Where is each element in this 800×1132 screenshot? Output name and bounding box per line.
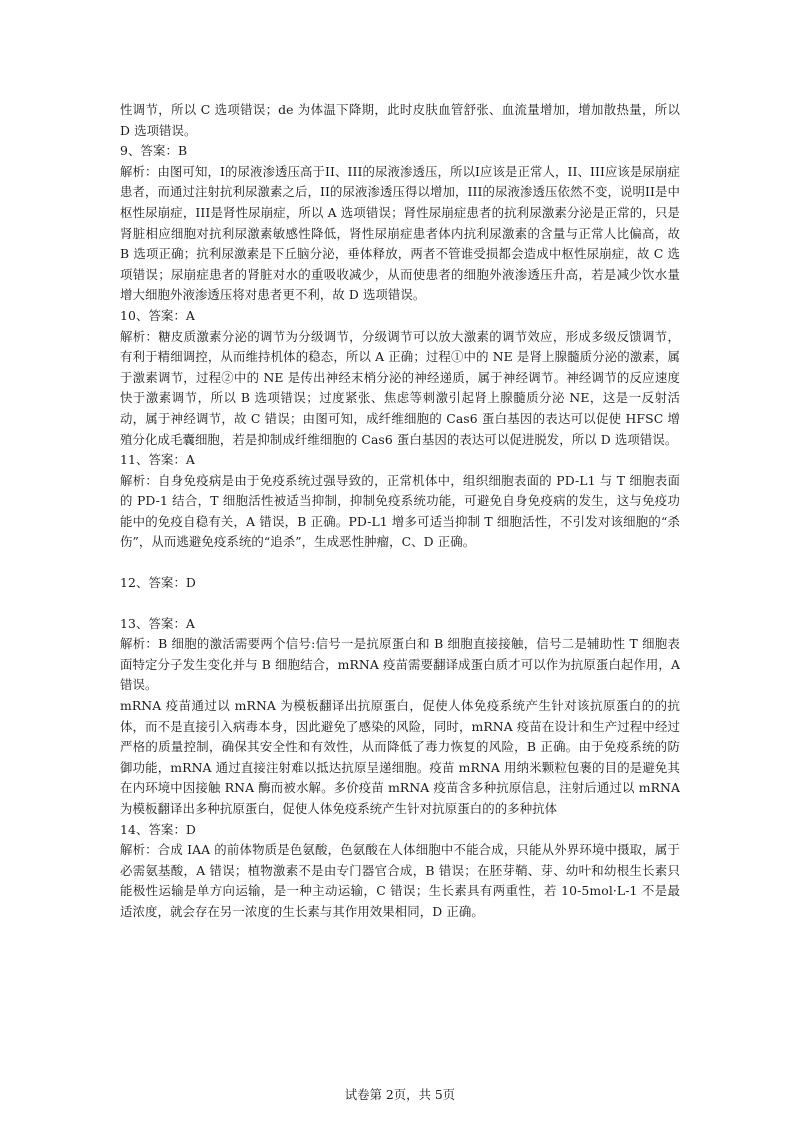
page-footer: 试卷第 2页，共 5页 (344, 1087, 456, 1102)
q11-explanation: 解析：自身免疫病是由于免疫系统过强导致的，正常机体中，组织细胞表面的 PD-L1 与 T 细胞表面的 PD-1 结合，T 细胞活性被适当抑制，抑制免疫系统功能，可避免自身免疫病的发生，这与免疫功能中的免疫自稳有关，A 错误，B 正确。PD-L1 增多可适当抑制 T 细胞活性，不引发对该细胞的“杀伤”，从而逃避免疫系统的“追杀”，生成恶性肿瘤，C、D 正确。 (120, 472, 680, 550)
spacer (120, 594, 680, 614)
q9-explanation: 解析：由图可知，I的尿液渗透压高于II、III的尿液渗透压，所以I应该是正常人，II、III应该是尿崩症患者，而通过注射抗利尿激素之后，II的尿液渗透压得以增加，III的尿液渗透压依然不变，说明II是中枢性尿崩症，III是肾性尿崩症，所以 A 选项错误；肾性尿崩症患者的抗利尿激素分泌是正常的，只是肾脏相应细胞对抗利尿激素敏感性降低，肾性尿崩症患者体内抗利尿激素的含量与正常人比偏高，故 B 选项正确；抗利尿激素是下丘脑分泌，垂体释放，两者不管谁受损都会造成中枢性尿崩症，故 C 选项错误；尿崩症患者的肾脏对水的重吸收减少，从而使患者的细胞外液渗透压升高，若是减少饮水量增大细胞外液渗透压将对患者更不利，故 D 选项错误。 (120, 163, 680, 303)
q10-answer: 10、答案：A (120, 307, 195, 323)
q9-answer: 9、答案：B (120, 143, 188, 159)
q11-answer: 11、答案：A (120, 452, 195, 468)
q8-continuation: 性调节，所以 C 选项错误；de 为体温下降期，此时皮肤血管舒张、血流量增加，增加散热量，所以 D 选项错误。 (120, 102, 680, 138)
q14-answer: 14、答案：D (120, 821, 196, 837)
q12-answer: 12、答案：D (120, 575, 196, 591)
page-content (120, 100, 680, 923)
q10-explanation: 解析：糖皮质激素分泌的调节为分级调节，分级调节可以放大激素的调节效应，形成多级反馈调节，有利于精细调控，从而维持机体的稳态，所以 A 正确；过程①中的 NE 是肾上腺髓质分泌的激素，属于激素调节，过程②中的 NE 是传出神经末梢分泌的神经递质，属于神经调节。神经调节的反应速度快于激素调节，所以 B 选项错误；过度紧张、焦虑等刺激引起肾上腺髓质分泌 NE，这是一反射活动，属于神经调节，故 C 错误；由图可知，成纤维细胞的 Cas6 蛋白基因的表达可以促使 HFSC 增殖分化成毛囊细胞，若是抑制成纤维细胞的 Cas6 蛋白基因的表达可以促进脱发，所以 D 选项错误。 (120, 328, 680, 447)
q13-explanation-part1: 解析：B 细胞的激活需要两个信号:信号一是抗原蛋白和 B 细胞直接接触，信号二是辅助性 T 细胞表面特定分子发生变化并与 B 细胞结合，mRNA 疫苗需要翻译成蛋白质才可以作为抗原蛋白起作用，A 错误。 (120, 636, 680, 693)
q13-answer: 13、答案：A (120, 615, 195, 631)
q14-explanation: 解析：合成 IAA 的前体物质是色氨酸，色氨酸在人体细胞中不能合成，只能从外界环境中摄取，属于必需氨基酸，A 错误；植物激素不是由专门器官合成，B 错误；在胚芽鞘、芽、幼叶和幼根生长素只能极性运输是单方向运输，是一种主动运输，C 错误；生长素具有两重性，若 10-5mol·L-1 不是最适浓度，就会存在另一浓度的生长素与其作用效果相同，D 正确。 (120, 842, 681, 919)
spacer (120, 553, 680, 573)
q13-explanation-part2: mRNA 疫苗通过以 mRNA 为模板翻译出抗原蛋白，促使人体免疫系统产生针对该抗原蛋白的的抗体，而不是直接引入病毒本身，因此避免了感染的风险，同时，mRNA 疫苗在设计和生产过程中经过严格的质量控制，确保其安全性和有效性，从而降低了毒力恢复的风险，B 正确。由于免疫系统的防御功能，mRNA 通过直接注射难以抵达抗原呈递细胞。疫苗 mRNA 用纳米颗粒包裹的目的是避免其在内环境中因接触 RNA 酶而被水解。多价疫苗 mRNA 疫苗含多种抗原信息，注射后通过以 mRNA 为模板翻译出多种抗原蛋白，促使人体免疫系统产生针对抗原蛋白的的多种抗体 (120, 698, 680, 816)
